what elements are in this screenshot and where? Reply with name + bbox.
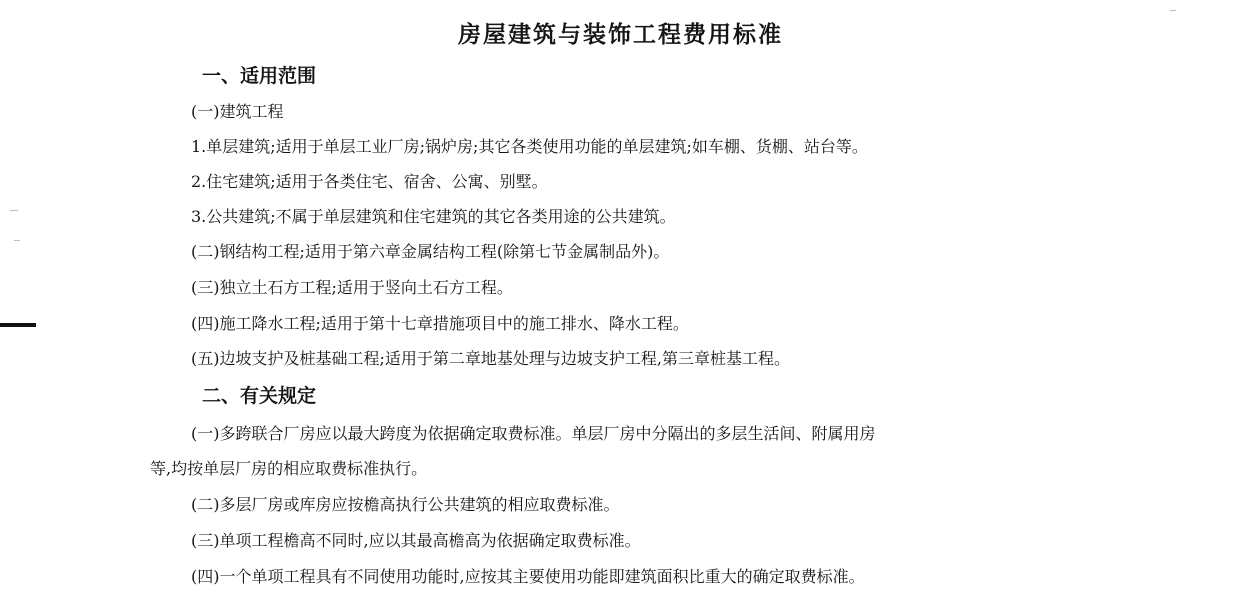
text-line: (二)钢结构工程;适用于第六章金属结构工程(除第七节金属制品外)。	[191, 242, 670, 261]
scan-speck	[14, 240, 20, 241]
text-line: (四)一个单项工程具有不同使用功能时,应按其主要使用功能即建筑面积比重大的确定取费标准。	[191, 567, 865, 586]
text-line: (一)多跨联合厂房应以最大跨度为依据确定取费标准。单层厂房中分隔出的多层生活间、附属用房	[191, 424, 876, 443]
text-line: (一)建筑工程	[191, 102, 284, 121]
margin-mark	[0, 323, 36, 327]
scan-speck	[10, 210, 18, 211]
text-line: (三)独立土石方工程;适用于竖向土石方工程。	[191, 278, 513, 297]
text-line: (二)多层厂房或库房应按檐高执行公共建筑的相应取费标准。	[191, 495, 620, 514]
text-line: (五)边坡支护及桩基础工程;适用于第二章地基处理与边坡支护工程,第三章桩基工程。	[191, 349, 790, 368]
text-line: 2.住宅建筑;适用于各类住宅、宿舍、公寓、别墅。	[191, 172, 548, 191]
scan-speck	[1170, 10, 1176, 11]
text-line: 等,均按单层厂房的相应取费标准执行。	[150, 459, 428, 478]
text-line: (三)单项工程檐高不同时,应以其最高檐高为依据确定取费标准。	[191, 531, 641, 550]
section-heading-scope: 一、适用范围	[202, 65, 317, 87]
document-title: 房屋建筑与装饰工程费用标准	[458, 22, 783, 48]
section-heading-rules: 二、有关规定	[202, 385, 317, 407]
text-line: (四)施工降水工程;适用于第十七章措施项目中的施工排水、降水工程。	[191, 314, 689, 333]
text-line: 1.单层建筑;适用于单层工业厂房;锅炉房;其它各类使用功能的单层建筑;如车棚、货棚、站台等。	[191, 137, 868, 156]
text-line: 3.公共建筑;不属于单层建筑和住宅建筑的其它各类用途的公共建筑。	[191, 207, 676, 226]
